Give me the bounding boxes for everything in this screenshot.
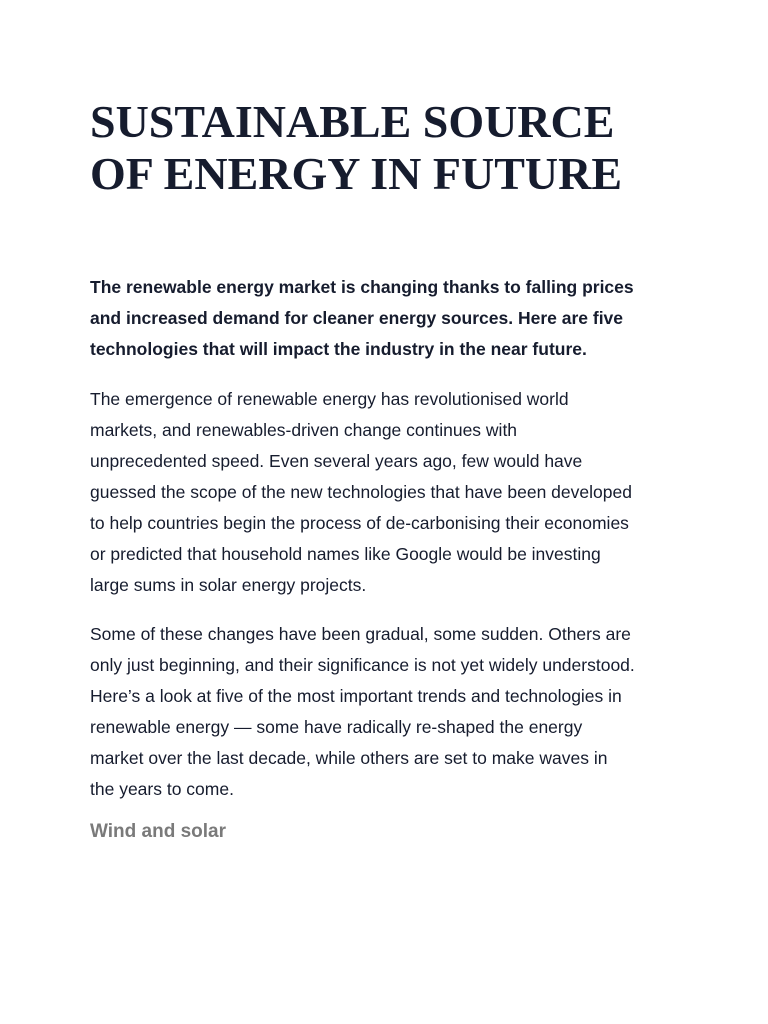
title-line: SUSTAINABLE SOURCE	[90, 96, 615, 147]
body-line: The emergence of renewable energy has revolutionised world	[90, 389, 569, 409]
body-line: guessed the scope of the new technologies that have been developed	[90, 482, 632, 502]
body-line: only just beginning, and their significance is not yet widely understood.	[90, 655, 635, 675]
body-line: to help countries begin the process of de-carbonising their economies	[90, 513, 629, 533]
body-line: markets, and renewables-driven change continues with	[90, 420, 518, 440]
body-line: Some of these changes have been gradual, some sudden. Others are	[90, 624, 631, 644]
body-line: market over the last decade, while others are set to make waves in	[90, 748, 608, 768]
lead-line: The renewable energy market is changing thanks to falling prices	[90, 277, 634, 297]
body-line: large sums in solar energy projects.	[90, 575, 367, 595]
body-line: or predicted that household names like Google would be investing	[90, 544, 601, 564]
body-line: unprecedented speed. Even several years ago, few would have	[90, 451, 583, 471]
section-subheading: Wind and solar	[90, 821, 227, 842]
body-paragraph-1	[90, 384, 690, 601]
lead-line: technologies that will impact the industry in the near future.	[90, 339, 587, 359]
lead-line: and increased demand for cleaner energy sources. Here are five	[90, 308, 624, 328]
body-paragraph-2	[90, 619, 690, 805]
lead-paragraph	[90, 272, 690, 365]
article-title	[90, 96, 690, 200]
body-line: renewable energy — some have radically re-shaped the energy	[90, 717, 583, 737]
body-line: Here’s a look at five of the most important trends and technologies in	[90, 686, 622, 706]
body-line: the years to come.	[90, 779, 234, 799]
title-line: OF ENERGY IN FUTURE	[90, 148, 623, 199]
